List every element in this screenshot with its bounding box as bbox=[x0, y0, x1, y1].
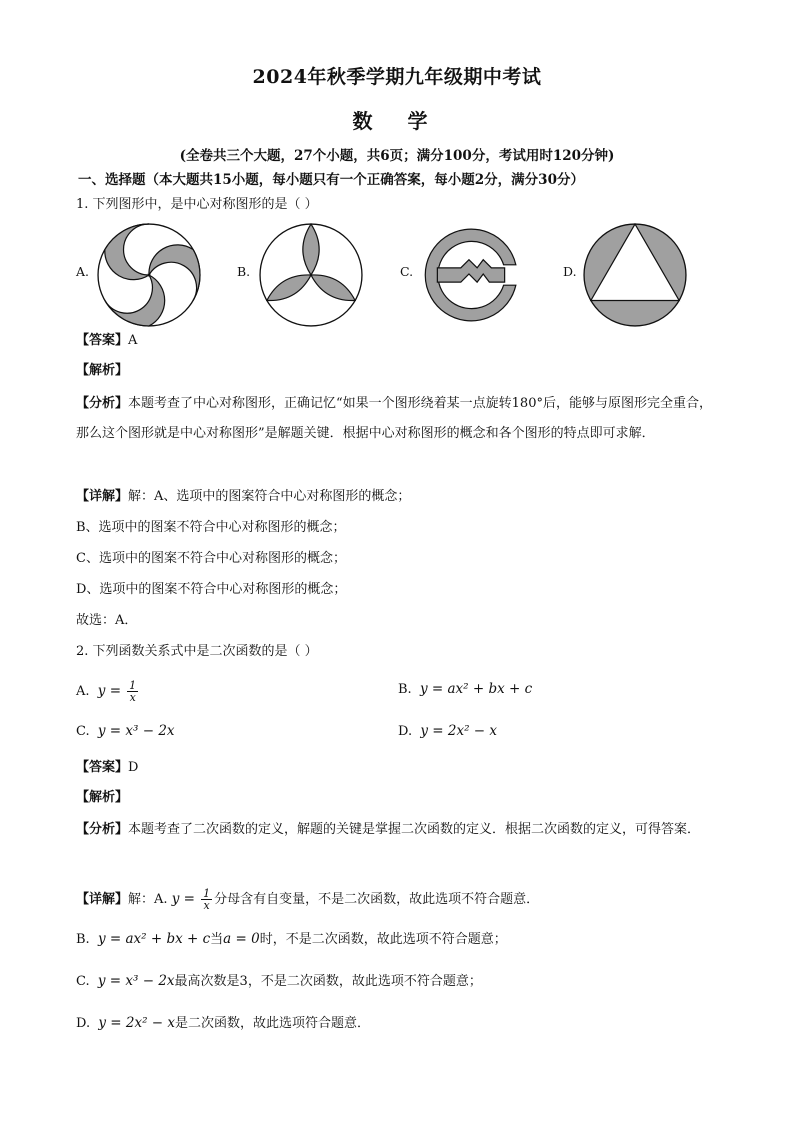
q1-analysis-tag: 【解析】 bbox=[76, 363, 129, 378]
fraction-numerator: 1 bbox=[203, 887, 211, 900]
q1-option-b-label: B. bbox=[237, 264, 251, 279]
detail-text: 解：A、选项中的图案符合中心对称图形的概念； bbox=[128, 489, 411, 504]
q2-answer bbox=[76, 759, 138, 777]
q2-option-b bbox=[398, 680, 532, 699]
section-heading: 一、选择题（本大题共15小题，每小题只有一个正确答案，每小题2分，满分30分） bbox=[78, 172, 584, 188]
q1-analysis bbox=[76, 389, 716, 449]
answer-value: D bbox=[128, 760, 139, 775]
option-label: A. bbox=[76, 684, 90, 699]
three-petal-circle-figure bbox=[258, 222, 364, 328]
q2-detail-c bbox=[76, 972, 482, 991]
detail-text: 时，不是二次函数，故此选项不符合题意； bbox=[259, 932, 507, 947]
analysis-head: 【分析】 bbox=[76, 396, 129, 411]
q1-detail-line-5: 故选：A． bbox=[76, 613, 138, 628]
q1-detail-line-1 bbox=[76, 488, 410, 506]
page-title: 2024年秋季学期九年级期中考试 bbox=[252, 66, 542, 88]
detail-head: 【详解】 bbox=[76, 489, 129, 504]
q1-option-c-label: C. bbox=[400, 264, 414, 279]
q2-option-d bbox=[398, 722, 497, 741]
fraction-numerator: 1 bbox=[129, 679, 137, 692]
math-expr: y = bbox=[171, 891, 195, 907]
analysis-text: 本题考查了中心对称图形，正确记忆“如果一个图形绕着某一点旋转180°后，能够与原图形完全重合，那么这个图形就是中心对称图形”是解题关键．根据中心对称图形的概念和各个图形的特点即可求解． bbox=[76, 396, 712, 441]
answer-tag: 【答案】 bbox=[76, 333, 129, 348]
q1-detail-line-2: B、选项中的图案不符合中心对称图形的概念； bbox=[76, 520, 346, 535]
subject-title: 数 学 bbox=[352, 109, 442, 133]
q1-answer bbox=[76, 332, 137, 350]
detail-head: 【详解】 bbox=[76, 892, 129, 907]
math-expr: y = x³ − 2x bbox=[97, 973, 175, 989]
answer-value: A bbox=[128, 333, 138, 348]
detail-label: D. bbox=[76, 1016, 91, 1031]
q2-option-a bbox=[76, 680, 140, 703]
three-swirl-circle-figure bbox=[96, 222, 202, 328]
analysis-text: 本题考查了二次函数的定义，解题的关键是掌握二次函数的定义．根据二次函数的定义，可得答案． bbox=[128, 822, 701, 837]
detail-label: C. bbox=[76, 974, 90, 989]
fraction-denominator: x bbox=[203, 899, 210, 912]
q2-analysis-tag: 【解析】 bbox=[76, 790, 129, 805]
detail-prefix: 解：A. bbox=[128, 892, 168, 907]
q2-detail-d bbox=[76, 1014, 370, 1033]
detail-text: 最高次数是3，不是二次函数，故此选项不符合题意； bbox=[174, 974, 482, 989]
math-expr: y = ax² + bx + c bbox=[97, 931, 211, 947]
zigzag-ring-logo-figure bbox=[418, 222, 524, 328]
detail-text: 是二次函数，故此选项符合题意． bbox=[175, 1016, 371, 1031]
detail-text: 当 bbox=[210, 932, 224, 947]
math-expr: y = 2x² − x bbox=[420, 723, 498, 739]
fraction bbox=[201, 888, 212, 911]
math-expr: y = x³ − 2x bbox=[97, 723, 175, 739]
math-expr: y = bbox=[97, 683, 122, 699]
analysis-head: 【分析】 bbox=[76, 822, 129, 837]
q1-detail-line-3: C、选项中的图案不符合中心对称图形的概念； bbox=[76, 551, 346, 566]
option-label: B. bbox=[398, 682, 412, 697]
answer-tag: 【答案】 bbox=[76, 760, 129, 775]
question-2-stem: 2. 下列函数关系式中是二次函数的是（ ） bbox=[76, 644, 318, 659]
detail-label: B. bbox=[76, 932, 90, 947]
q1-option-d-label: D. bbox=[563, 264, 577, 279]
math-expr: a = 0 bbox=[223, 931, 260, 947]
q1-option-a-label: A. bbox=[76, 264, 90, 279]
fraction bbox=[127, 680, 138, 703]
exam-info: (全卷共三个大题，27个小题，共6页；满分100分，考试用时120分钟) bbox=[179, 148, 615, 164]
triangle-in-circle-figure bbox=[582, 222, 688, 328]
question-1-stem: 1. 下列图形中，是中心对称图形的是（ ） bbox=[76, 197, 318, 212]
option-label: D. bbox=[398, 724, 413, 739]
q2-option-c bbox=[76, 722, 175, 741]
q1-detail-line-4: D、选项中的图案不符合中心对称图形的概念； bbox=[76, 582, 347, 597]
detail-text: 分母含有自变量，不是二次函数，故此选项不符合题意． bbox=[214, 892, 540, 907]
option-label: C. bbox=[76, 724, 90, 739]
q2-analysis bbox=[76, 815, 716, 845]
q2-detail-a bbox=[76, 888, 539, 911]
math-expr: y = ax² + bx + c bbox=[419, 681, 533, 697]
q2-detail-b bbox=[76, 930, 507, 949]
fraction-denominator: x bbox=[129, 691, 136, 704]
math-expr: y = 2x² − x bbox=[98, 1015, 176, 1031]
